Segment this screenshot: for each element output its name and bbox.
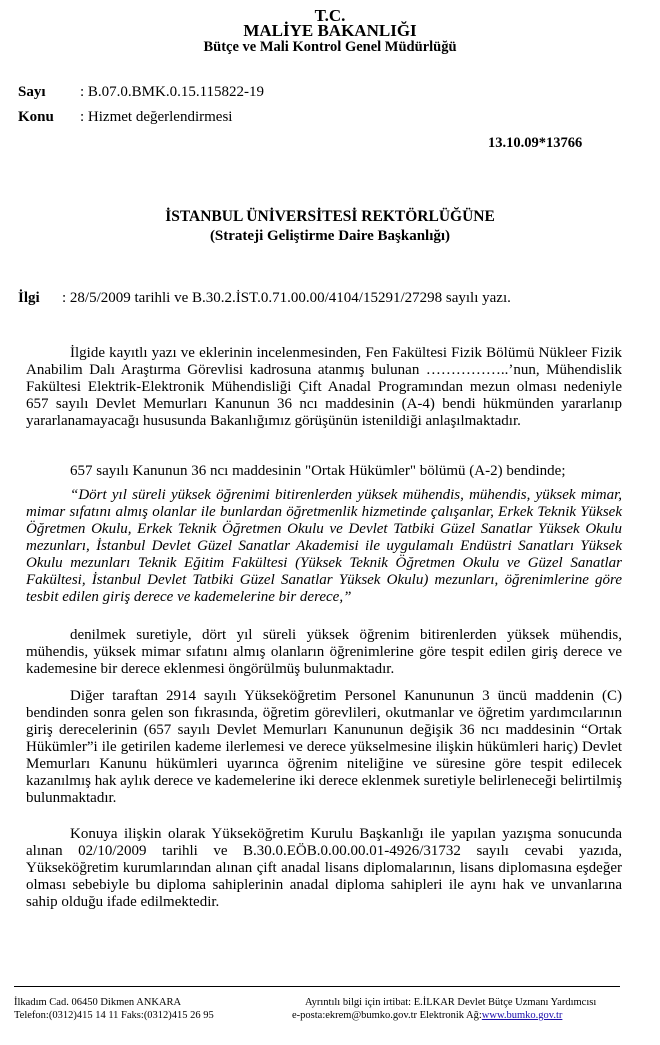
ilgi-label: İlgi (18, 290, 40, 306)
addressee-title: İSTANBUL ÜNİVERSİTESİ REKTÖRLÜĞÜNE (165, 208, 495, 225)
ilgi-value: : 28/5/2009 tarihli ve B.30.2.İST.0.71.00.00/4104/15291/27298 sayılı yazı. (62, 290, 511, 306)
sayi-row (18, 84, 418, 102)
body-paragraph-5: Konuya ilişkin olarak Yükseköğretim Kurulu Başkanlığı ile yapılan yazışma sonucunda alınan 02/10/2009 tarihli ve B.30.0.EÖB.0.00.00.01-4926/31732 sayılı cevabi yazıda, Yükseköğretim kurumlarından alınan çift anadal lisans diplomalarının, lisans diplomasına eşdeğer olması sebebiyle bu diploma sahiplerinin anadal diploma sahipleri ile aynı hak ve unvanlarına sahip olduğu ifade edilmektedir. (26, 826, 622, 910)
reference-number: 13.10.09*13766 (488, 135, 583, 151)
body-paragraph-1: İlgide kayıtlı yazı ve eklerinin incelenmesinden, Fen Fakültesi Fizik Bölümü Nükleer Fizik Anabilim Dalı Araştırma Görevlisi kadrosuna atanmış bulunan ……………..’nun, Mühendislik Fakültesi Elektrik-Elektronik Mühendisliği Çift Anadal Programından mezun olması nedeniyle 657 sayılı Devlet Memurları Kanunun 36 ncı maddesinin (A-4) bendi hükmünden yararlanıp yararlanamayacağı hususunda Bakanlığımız görüşünün istenildiği anlaşılmaktadır. (26, 345, 622, 429)
body-paragraph-4: Diğer taraftan 2914 sayılı Yükseköğretim Personel Kanununun 3 üncü maddenin (C) bendinden sonra gelen son fıkrasında, öğretim görevlileri, okutmanlar ve öğretim yardımcılarının giriş derecelerinin (657 sayılı Devlet Memurları Kanununun değişik 36 ncı maddesinin “Ortak Hükümler”i ile getirilen kademe ilerlemesi ve derece yükselmesine ilişkin hükümleri hariç) Devlet Memurları Kanunu hükümleri uyarınca öğrenim niteliğine ve süresine göre tespit edilecek kazanılmış hak aylık derece ve kademelerine iki derece eklenmek suretiyle belirleneceği belirtilmiş bulunmaktadır. (26, 688, 622, 806)
sayi-value: : B.07.0.BMK.0.15.115822-19 (80, 84, 265, 100)
sayi-label: Sayı (18, 84, 46, 100)
letterhead-directorate: Bütçe ve Mali Kontrol Genel Müdürlüğü (203, 39, 457, 55)
letterhead-line-tc: T.C. (314, 6, 346, 25)
footer-address: İlkadım Cad. 06450 Dikmen ANKARA (14, 997, 182, 1008)
konu-value: : Hizmet değerlendirmesi (80, 109, 233, 125)
footer-contact: Ayrıntılı bilgi için irtibat: E.İLKAR Devlet Bütçe Uzmanı Yardımcısı (305, 997, 597, 1008)
body-paragraph-2: 657 sayılı Kanunun 36 ncı maddesinin "Ortak Hükümler" bölümü (A-2) bendinde; (70, 463, 566, 479)
konu-row (18, 109, 418, 127)
ilgi-row (18, 290, 638, 308)
letterhead-ministry: MALİYE BAKANLIĞI (243, 21, 417, 40)
footer-divider (14, 986, 620, 987)
body-paragraph-3: denilmek suretiyle, dört yıl süreli yüksek öğrenim bitirenlerden yüksek mühendis, mühendis, yüksek mimar sıfatını almış olanların öğrenimlerine göre tespit edilen giriş derece ve kademesine bir derece eklenmesi öngörülmüş bulunmaktadır. (26, 627, 622, 677)
footer-website-link[interactable]: www.bumko.gov.tr (481, 1010, 563, 1021)
addressee-subtitle: (Strateji Geliştirme Daire Başkanlığı) (209, 228, 451, 244)
footer-email-web (292, 1010, 562, 1021)
quoted-provision: “Dört yıl süreli yüksek öğrenimi bitirenlerden yüksek mühendis, mühendis, yüksek mimar, mimar sıfatını almış olanlar ile bunlardan öğretmenlik hizmetinde çalışanlar, Erkek Teknik Yüksek Öğretmen Okulu, Erkek Teknik Öğretmen Okulu ve Devlet Tatbiki Güzel Sanatlar Yüksek Okulu mezunları, İstanbul Devlet Güzel Sanatlar Akademisi ile uygulamalı Endüstri Sanatları Yüksek Okulu mezunları Teknik Eğitim Fakültesi (Yüksek Teknik Öğretmen Okulu ve Güzel Sanatlar Fakültesi, İstanbul Devlet Tatbiki Güzel Sanatlar Yüksek Okulu) mezunları, öğrenimlerine göre tesbit edilen giriş derece ve kademelerine bir derece,” (26, 487, 622, 605)
konu-label: Konu (18, 109, 54, 125)
footer-phone-fax: Telefon:(0312)415 14 11 Faks:(0312)415 26 95 (14, 1010, 214, 1021)
footer-email: e-posta:ekrem@bumko.gov.tr Elektronik Ağ: (292, 1010, 482, 1021)
